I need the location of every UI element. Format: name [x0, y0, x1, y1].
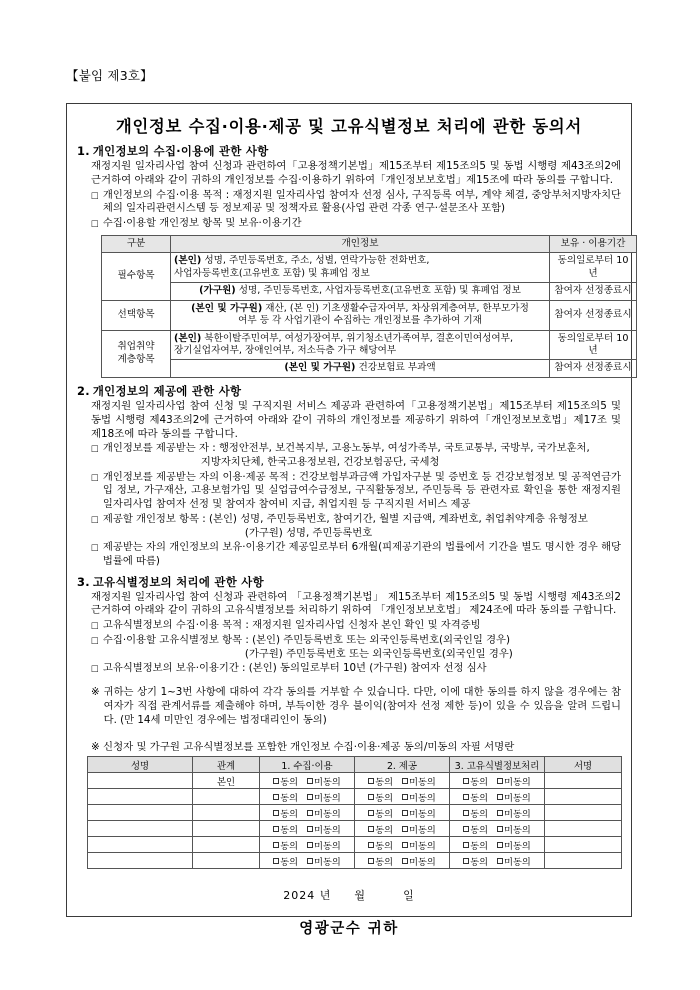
refusal-notice-text: 귀하는 상기 1~3번 사항에 대하여 각각 동의를 거부할 수 있습니다. 다만, 이에 대한 동의를 하지 않을 경우에는 참여자가 직접 관계서류를 제출해야 하며, 부득이한 경우 불이익(참여자 선정 제한 등)이 있을 수 있음을 알려 드립니다. (만 14세 미만인 경우에는 법정대리인이 동의): [103, 686, 621, 727]
checkbox-agree-collect-use[interactable]: 동의: [273, 838, 298, 852]
checkbox-agree-collect-use[interactable]: 동의: [273, 854, 298, 868]
checkbox-icon[interactable]: [368, 858, 374, 864]
header-provide: 2. 제공: [355, 757, 450, 773]
relation-field[interactable]: [193, 837, 260, 853]
consent-cell-provide: [355, 789, 450, 805]
header-division: 구분: [102, 235, 171, 252]
header-relation: 관계: [193, 757, 260, 773]
relation-field[interactable]: [193, 821, 260, 837]
checkbox-disagree-unique-id[interactable]: 미동의: [497, 790, 531, 804]
checkbox-icon[interactable]: [402, 778, 408, 784]
checkbox-icon[interactable]: [273, 826, 279, 832]
consent-cell-unique-id: [450, 853, 545, 869]
checkbox-icon[interactable]: [307, 778, 313, 784]
section1-intro: 재정지원 일자리사업 참여 신청과 관련하여「고용정책기본법」제15조부터 제15조의5 및 동법 시행령 제43조의2에 근거하여 아래와 같이 귀하의 개인정보를 수집·이용하기 위하여「개인정보보호법」제15조에 따라 동의를 구합니다.: [91, 160, 621, 186]
checkbox-icon[interactable]: [497, 858, 503, 864]
signature-note-text: 신청자 및 가구원 고유식별정보를 포함한 개인정보 수집·이용·제공 동의/미동의 자필 서명란: [103, 741, 515, 754]
consent-cell-collect-use: [260, 837, 355, 853]
section3-bullet-1-text: 고유식별정보의 수집·이용 목적 : 재정지원 일자리사업 신청자 본인 확인 및 자격증빙: [102, 619, 481, 632]
refusal-notice: [91, 685, 621, 727]
signature-field[interactable]: [545, 837, 622, 853]
name-field[interactable]: [88, 805, 193, 821]
consent-cell-provide: [355, 805, 450, 821]
section2-bullet-4-text: 제공받는 자의 개인정보의 보유·이용기간 제공일로부터 6개월(피제공기관의 법률에서 기간을 별도 명시한 경우 해당 법률에 따름): [102, 541, 621, 567]
cell-personal-info: (본인) 북한이탈주민여부, 여성가장여부, 위기청소년가족여부, 결혼이민여성여부, 장기실업자여부, 장애인여부, 저소득층 가구 해당여부: [171, 330, 550, 360]
signature-field[interactable]: [545, 821, 622, 837]
consent-cell-collect-use: [260, 821, 355, 837]
checkbox-icon[interactable]: [402, 842, 408, 848]
section1-heading-text: 개인정보의 수집·이용에 관한 사항: [92, 144, 269, 158]
cell-retention-period: 참여자 선정종료시: [550, 360, 637, 377]
checkbox-agree-collect-use[interactable]: 동의: [273, 806, 298, 820]
checkbox-icon[interactable]: [463, 794, 469, 800]
personal-info-table-body: [102, 253, 637, 378]
cell-division: 취업취약 계층항목: [102, 330, 171, 377]
section3-bullet-3-text: 고유식별정보의 보유·이용기간 : (본인) 동의일로부터 10년 (가구원) 참여자 선정 심사: [102, 662, 487, 675]
checkbox-icon[interactable]: [497, 842, 503, 848]
table-header-row: [102, 235, 637, 252]
square-bullet-icon: □: [91, 663, 99, 674]
section3-heading-text: 고유식별정보의 처리에 관한 사항: [92, 574, 264, 589]
checkbox-disagree-provide[interactable]: 미동의: [402, 838, 436, 852]
square-bullet-icon: □: [91, 443, 99, 454]
checkbox-icon[interactable]: [463, 826, 469, 832]
recipient-line: 영광군수 귀하: [299, 921, 399, 938]
checkbox-icon[interactable]: [497, 778, 503, 784]
checkbox-disagree-provide[interactable]: 미동의: [402, 854, 436, 868]
checkbox-icon[interactable]: [307, 794, 313, 800]
header-retention-period: 보유 · 이용기간: [550, 235, 637, 252]
section3-bullet-3: [91, 662, 621, 676]
header-name: 성명: [88, 757, 193, 773]
checkbox-icon[interactable]: [402, 826, 408, 832]
checkbox-agree-provide[interactable]: 동의: [368, 774, 393, 788]
section2-bullet-3-text: 제공할 개인정보 항목 : (본인) 성명, 주민등록번호, 참여기간, 월별 지급액, 계좌번호, 취업취약계층 유형정보 (가구원) 성명, 주민등록번호: [102, 512, 588, 539]
checkbox-agree-unique-id[interactable]: 동의: [463, 838, 488, 852]
checkbox-disagree-unique-id[interactable]: 미동의: [497, 774, 531, 788]
cell-division: 선택항목: [102, 300, 171, 330]
section2-heading-text: 개인정보의 제공에 관한 사항: [92, 383, 242, 398]
checkbox-agree-provide[interactable]: 동의: [368, 822, 393, 836]
section2-heading: [77, 383, 621, 399]
square-bullet-icon: □: [91, 218, 99, 229]
section1-bullet-1: [91, 189, 621, 216]
checkbox-icon[interactable]: [307, 810, 313, 816]
square-bullet-icon: □: [91, 542, 99, 553]
checkbox-disagree-collect-use[interactable]: 미동의: [307, 838, 341, 852]
checkbox-disagree-unique-id[interactable]: 미동의: [497, 854, 531, 868]
cell-personal-info: (본인 및 가구원) 건강보험료 부과액: [171, 360, 550, 377]
checkbox-icon[interactable]: [273, 858, 279, 864]
attachment-tag: 【붙임 제3호】: [66, 68, 153, 83]
date-month-unit: 월: [354, 889, 367, 903]
signature-row: [88, 821, 622, 837]
checkbox-icon[interactable]: [402, 794, 408, 800]
relation-field[interactable]: [193, 853, 260, 869]
square-bullet-icon: □: [91, 189, 99, 200]
date-line: [77, 887, 621, 903]
signature-field[interactable]: [545, 805, 622, 821]
cell-personal-info: (본인 및 가구원) 재산, (본 인) 기초생활수급자여부, 차상위계층여부, 한부모가정 여부 등 각 사업기관이 수집하는 개인정보를 추가하여 기재: [171, 300, 550, 330]
consent-cell-collect-use: [260, 805, 355, 821]
checkbox-icon[interactable]: [402, 858, 408, 864]
signature-row: [88, 773, 622, 789]
section2-bullet-1: [91, 442, 621, 469]
section1-number: 1.: [77, 144, 90, 158]
checkbox-icon[interactable]: [368, 826, 374, 832]
signature-header-row: [88, 757, 622, 773]
name-field[interactable]: [88, 773, 193, 789]
cell-retention-period: 참여자 선정종료시: [550, 283, 637, 300]
consent-cell-unique-id: [450, 821, 545, 837]
table-row: [102, 300, 637, 330]
signature-row: [88, 837, 622, 853]
checkbox-agree-provide[interactable]: 동의: [368, 838, 393, 852]
section2-number: 2.: [77, 383, 90, 398]
checkbox-disagree-collect-use[interactable]: 미동의: [307, 806, 341, 820]
page-title: 개인정보 수집·이용·제공 및 고유식별정보 처리에 관한 동의서: [116, 117, 582, 136]
section2-bullet-2: [91, 471, 621, 512]
name-field[interactable]: [88, 837, 193, 853]
checkbox-icon[interactable]: [307, 858, 313, 864]
section2-bullet-4: [91, 541, 621, 568]
checkbox-icon[interactable]: [497, 794, 503, 800]
checkbox-disagree-unique-id[interactable]: 미동의: [497, 806, 531, 820]
signature-row: [88, 805, 622, 821]
consent-cell-provide: [355, 837, 450, 853]
cell-personal-info: (본인) 성명, 주민등록번호, 주소, 성별, 연락가능한 전화번호, 사업자등록번호(고유번호 포함) 및 휴폐업 정보: [171, 253, 550, 283]
relation-field[interactable]: 본인: [193, 773, 260, 789]
consent-cell-unique-id: [450, 789, 545, 805]
checkbox-disagree-provide[interactable]: 미동의: [402, 774, 436, 788]
table-row: [102, 253, 637, 283]
checkbox-disagree-provide[interactable]: 미동의: [402, 822, 436, 836]
checkbox-agree-unique-id[interactable]: 동의: [463, 854, 488, 868]
checkbox-icon[interactable]: [368, 794, 374, 800]
section3-bullet-2: [91, 634, 621, 661]
square-bullet-icon: □: [91, 513, 99, 524]
checkbox-icon[interactable]: [463, 858, 469, 864]
signature-row: [88, 789, 622, 805]
checkbox-icon[interactable]: [307, 826, 313, 832]
checkbox-icon[interactable]: [463, 810, 469, 816]
checkbox-disagree-collect-use[interactable]: 미동의: [307, 774, 341, 788]
consent-cell-collect-use: [260, 853, 355, 869]
checkbox-agree-provide[interactable]: 동의: [368, 806, 393, 820]
relation-field[interactable]: [193, 805, 260, 821]
section1-bullet-2-text: 수집·이용할 개인정보 항목 및 보유·이용기간: [102, 217, 302, 230]
consent-cell-provide: [355, 853, 450, 869]
header-collect-use: 1. 수집·이용: [260, 757, 355, 773]
consent-cell-collect-use: [260, 773, 355, 789]
personal-info-table: [101, 235, 637, 378]
relation-field[interactable]: [193, 789, 260, 805]
section2-bullet-3: [91, 513, 621, 540]
checkbox-icon[interactable]: [273, 810, 279, 816]
consent-cell-provide: [355, 773, 450, 789]
date-year: 2024: [283, 889, 316, 903]
checkbox-agree-collect-use[interactable]: 동의: [273, 790, 298, 804]
square-bullet-icon: □: [91, 471, 99, 482]
checkbox-agree-unique-id[interactable]: 동의: [463, 822, 488, 836]
checkbox-disagree-provide[interactable]: 미동의: [402, 790, 436, 804]
checkbox-agree-collect-use[interactable]: 동의: [273, 822, 298, 836]
section3-bullet-2-text: 수집·이용할 고유식별정보 항목 : (본인) 주민등록번호 또는 외국인등록번호(외국인일 경우) (가구원) 주민등록번호 또는 외국인등록번호(외국인일 경우): [102, 633, 513, 660]
checkbox-icon[interactable]: [497, 826, 503, 832]
signature-row: [88, 853, 622, 869]
section3-bullet-1: [91, 619, 621, 633]
square-bullet-icon: □: [91, 620, 99, 631]
checkbox-disagree-collect-use[interactable]: 미동의: [307, 822, 341, 836]
checkbox-icon[interactable]: [307, 842, 313, 848]
checkbox-icon[interactable]: [463, 842, 469, 848]
checkbox-icon[interactable]: [273, 794, 279, 800]
header-personal-info: 개인정보: [171, 235, 550, 252]
consent-cell-provide: [355, 821, 450, 837]
consent-form-box: [66, 103, 632, 938]
date-day-unit: 일: [403, 889, 415, 903]
table-row: [102, 330, 637, 360]
section2-intro: 재정지원 일자리사업 참여 신청 및 구직지원 서비스 제공과 관련하여「고용정책기본법」제15조부터 제15조의5 및 동법 시행령 제43조의2에 근거하여 아래와 같이 귀하의 개인정보를 제공하기 위하여「개인정보보호법」제17조 및 제18조에 따라 동의를 구합니다.: [91, 399, 621, 440]
section3-bullets: [77, 619, 621, 676]
cell-retention-period: 동의일로부터 10년: [550, 253, 637, 283]
checkbox-agree-provide[interactable]: 동의: [368, 854, 393, 868]
checkbox-disagree-collect-use[interactable]: 미동의: [307, 854, 341, 868]
checkbox-icon[interactable]: [368, 810, 374, 816]
section3-heading: [77, 574, 621, 590]
signature-note: [91, 738, 621, 753]
checkbox-disagree-collect-use[interactable]: 미동의: [307, 790, 341, 804]
cell-retention-period: 참여자 선정종료시: [550, 300, 637, 330]
header-unique-id: 3. 고유식별정보처리: [450, 757, 545, 773]
section2-bullet-1-text: 개인정보를 제공받는 자 : 행정안전부, 보건복지부, 고용노동부, 여성가족부, 국토교통부, 국방부, 국가보훈처, 지방자치단체, 한국고용정보원, 건강보험공단, 국세청: [102, 442, 590, 469]
name-field[interactable]: [88, 789, 193, 805]
checkbox-icon[interactable]: [402, 810, 408, 816]
consent-cell-collect-use: [260, 789, 355, 805]
cell-retention-period: 동의일로부터 10년: [550, 330, 637, 360]
name-field[interactable]: [88, 821, 193, 837]
asterisk-icon: ※: [91, 686, 100, 699]
consent-cell-unique-id: [450, 837, 545, 853]
square-bullet-icon: □: [91, 634, 99, 645]
name-field[interactable]: [88, 853, 193, 869]
cell-personal-info: (가구원) 성명, 주민등록번호, 사업자등록번호(고유번호 포함) 및 휴폐업 정보: [171, 283, 550, 300]
header-signature: 서명: [545, 757, 622, 773]
signature-table-body: [88, 773, 622, 869]
checkbox-agree-collect-use[interactable]: 동의: [273, 774, 298, 788]
cell-division: 필수항목: [102, 253, 171, 300]
section2-bullet-2-text: 개인정보를 제공받는 자의 이용·제공 목적 : 건강보험부과금액 가입자구분 및 증번호 등 건강보험정보 및 공적연금가입 정보, 가구재산, 고용보험가입 및 실업급여수급정보, 구직활동정보, 주민등록 등 관련자료 확인을 통한 재정지원 일자리사업 참여자 선정 및 참여자 참여비 지급, 취업지원 등 구직지원 서비스 제공: [102, 470, 621, 511]
section1-bullet-1-text: 개인정보의 수집·이용 목적 : 재정지원 일자리사업 참여자 선정 심사, 구직등록 여부, 계약 체결, 중앙부처지방자치단체의 일자리관련시스템 등 정보제공 및 정책자료 활용(사업 관련 각종 연구·설문조사 포함): [102, 188, 621, 215]
section2-bullets: [77, 442, 621, 568]
signature-table: [87, 756, 622, 869]
checkbox-disagree-unique-id[interactable]: 미동의: [497, 822, 531, 836]
section1-heading: [77, 143, 621, 159]
signature-field[interactable]: [545, 853, 622, 869]
checkbox-icon[interactable]: [273, 778, 279, 784]
checkbox-icon[interactable]: [273, 842, 279, 848]
checkbox-disagree-unique-id[interactable]: 미동의: [497, 838, 531, 852]
checkbox-agree-provide[interactable]: 동의: [368, 790, 393, 804]
asterisk-icon: ※: [91, 741, 100, 754]
section3-number: 3.: [77, 574, 90, 589]
date-year-unit: 년: [319, 889, 332, 903]
checkbox-agree-unique-id[interactable]: 동의: [463, 790, 488, 804]
checkbox-agree-unique-id[interactable]: 동의: [463, 774, 488, 788]
signature-field[interactable]: [545, 789, 622, 805]
table-row: [102, 360, 637, 377]
section3-intro: 재정지원 일자리사업 참여 신청과 관련하여 「고용정책기본법」 제15조부터 제15조의5 및 동법 시행령 제43조의2 근거하여 아래와 같이 귀하의 고유식별정보를 처리하기 위하여 「개인정보보호법」 제24조에 따라 동의를 구합니다.: [91, 590, 621, 617]
checkbox-icon[interactable]: [497, 810, 503, 816]
checkbox-icon[interactable]: [368, 778, 374, 784]
table-row: [102, 283, 637, 300]
section1-bullet-2: [91, 217, 621, 231]
checkbox-disagree-provide[interactable]: 미동의: [402, 806, 436, 820]
signature-field[interactable]: [545, 773, 622, 789]
checkbox-icon[interactable]: [368, 842, 374, 848]
consent-cell-unique-id: [450, 805, 545, 821]
checkbox-agree-unique-id[interactable]: 동의: [463, 806, 488, 820]
consent-cell-unique-id: [450, 773, 545, 789]
checkbox-icon[interactable]: [463, 778, 469, 784]
